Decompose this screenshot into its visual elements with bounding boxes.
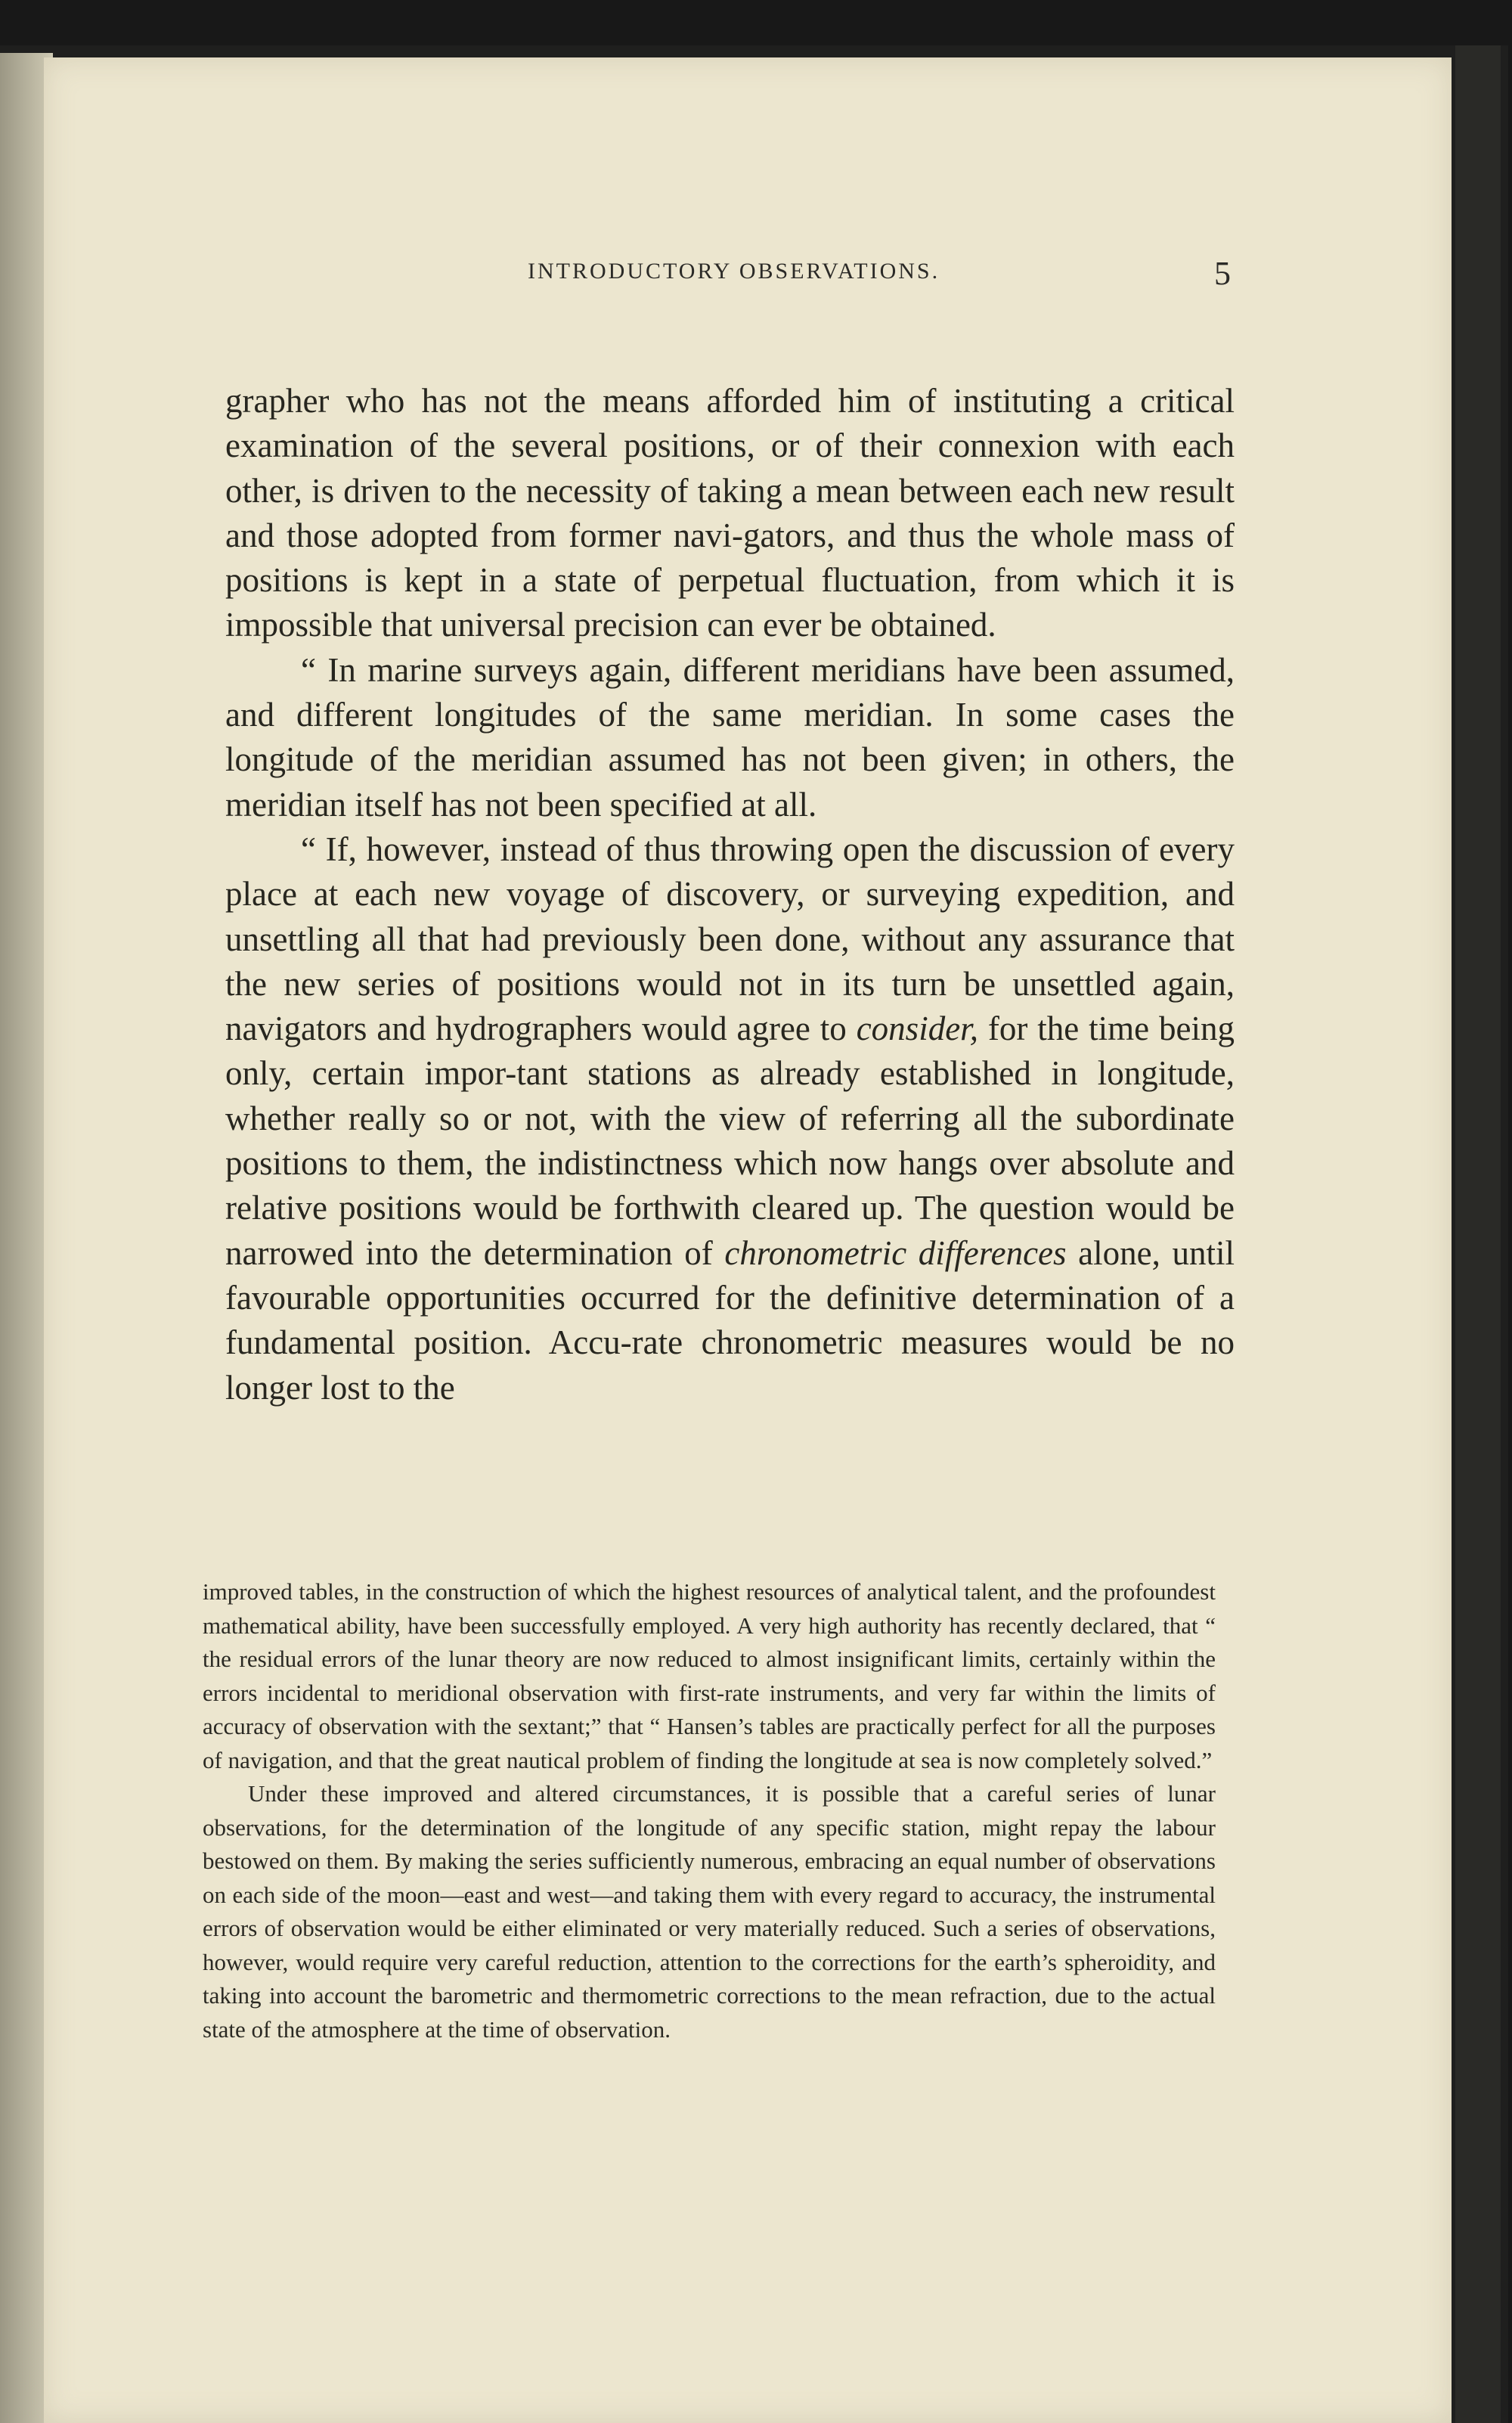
emphasis-chronometric-differences: chronometric differences xyxy=(724,1233,1067,1272)
paragraph-2: “ In marine surveys again, different meridians have been assumed, and different longitudes of the same meridian. In some cases the longitude of the meridian assumed has not been given; in others, the meridian itself has not been specified at all. xyxy=(225,650,1235,824)
page-number: 5 xyxy=(1214,255,1231,292)
running-head: INTRODUCTORY OBSERVATIONS. xyxy=(528,259,940,284)
paragraph-3-part-a: “ If, however, instead of thus throwing open the discussion of every place at each new voyage of discovery, or surveying expedition, and unsettling all that had previously been done, without any assurance that the new series of positions would not in its turn be unsettled again, navigators and hydrographers would agree to xyxy=(225,830,1235,1048)
paragraph-3-part-c: alone, until favourable opportunities occurred for the definitive determination of a fundamental position. Accu-rate chronometric measures would be no longer lost to the xyxy=(225,1233,1235,1407)
main-text xyxy=(225,379,1235,1410)
paragraph-3 xyxy=(225,827,1235,1410)
footnote-paragraph-1: improved tables, in the construction of which the highest resources of analytical talent, and the profoundest mathematical ability, have been successfully employed. A very high authority has recently declared, that “ the residual errors of the lunar theory are now reduced to almost insignificant limits, certainly within the errors incidental to meridional observation with first-rate instruments, and very far within the limits of accuracy of observation with the sextant;” that “ Hansen’s tables are practically perfect for all the purposes of navigation, and that the great nautical problem of finding the longitude at sea is now completely solved.” xyxy=(203,1578,1216,1773)
emphasis-consider: consider, xyxy=(856,1010,978,1048)
footnote-paragraph-2: Under these improved and altered circumstances, it is possible that a careful series of lunar observations, for the determination of the longitude of any specific station, might repay the labour bestowed on them. By making the series sufficiently numerous, embracing an equal number of observations on each side of the moon—east and west—and taking them with every regard to accuracy, the instrumental errors of observation would be either eliminated or very materially reduced. Such a series of observations, however, would require very careful reduction, attention to the corrections for the earth’s spheroidity, and taking into account the barometric and thermometric corrections to the mean refraction, due to the actual state of the atmosphere at the time of observation. xyxy=(203,1780,1216,2043)
book-cover-edge xyxy=(1455,45,1501,2423)
paragraph-1: grapher who has not the means afforded him of instituting a critical examination of the several positions, or of their connexion with each other, is driven to the necessity of taking a mean between each new result and those adopted from former navi-gators, and thus the whole mass of positions is kept in a state of perpetual fluctuation, from which it is impossible that universal precision can ever be obtained. xyxy=(225,382,1235,644)
page-header xyxy=(195,251,1231,296)
paragraph-3-part-b: for the time being only, certain impor-tant stations as already established in longitude, whether really so or not, with the view of referring all the subordinate positions to them, the indistinctness which now hangs over absolute and relative positions would be forthwith cleared up. The question would be narrowed into the determination of xyxy=(225,1010,1235,1272)
book-page xyxy=(44,57,1452,2423)
footnote xyxy=(203,1575,1216,2046)
